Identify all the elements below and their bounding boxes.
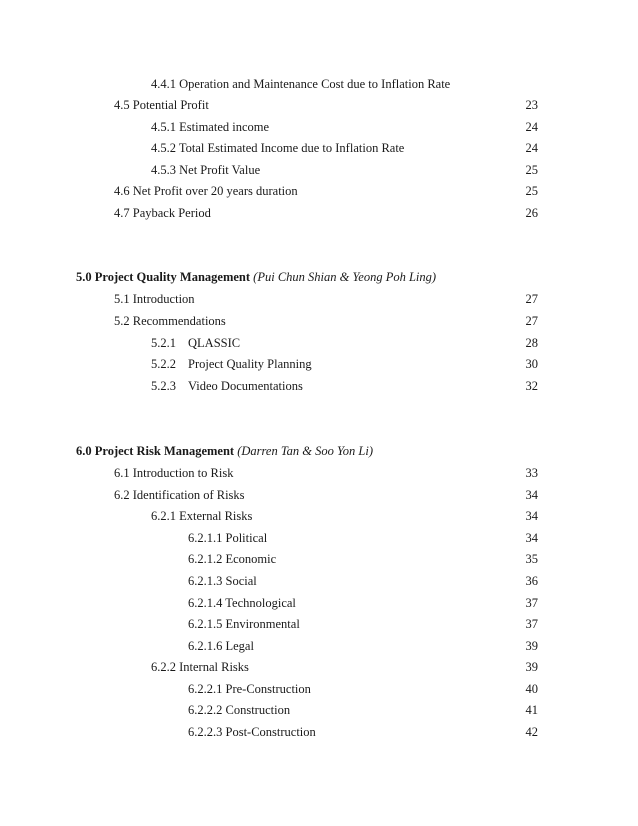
toc-entry-text: 4.5.1 Estimated income [151,120,270,134]
toc-entry-text: 6.2.1.4 Technological [188,596,296,610]
section-heading-6 [0,442,638,460]
toc-entry-text: 6.2.2.1 Pre-Construction [188,682,311,696]
toc-entry-6-2 [0,486,638,504]
toc-page-number: 36 [525,574,538,588]
toc-entry-5-2-2 [0,355,638,373]
toc-entry-text: 4.6 Net Profit over 20 years duration [114,184,298,198]
toc-page-number: 27 [525,314,538,328]
toc-entry-text: 6.2.2 Internal Risks [151,660,249,674]
toc-page-number: 41 [525,703,538,717]
section-title: 5.0 Project Quality Management [76,270,251,284]
toc-entry-6-2-1-3 [0,572,638,590]
toc-entry-6-2-2-2 [0,701,638,719]
toc-page-number: 25 [525,184,538,198]
toc-entry-6-2-2-3 [0,723,638,741]
toc-page-number: 25 [525,163,538,177]
toc-page-number: 39 [525,660,538,674]
toc-page-number: 33 [525,466,538,480]
toc-entry-6-2-2-1 [0,680,638,698]
toc-entry-4-4-1 [0,75,638,93]
toc-entry-6-2-1 [0,507,638,525]
toc-entry-4-6 [0,182,638,200]
toc-page-number: 34 [525,531,538,545]
toc-entry-4-7 [0,204,638,222]
toc-entry-4-5 [0,96,638,114]
section-authors: (Pui Chun Shian & Yeong Poh Ling) [253,270,437,284]
toc-entry-text: 4.5 Potential Profit [114,98,209,112]
section-heading-5 [0,268,638,286]
toc-page-number: 35 [525,552,538,566]
toc-entry-6-2-1-2 [0,550,638,568]
toc-entry-4-5-3 [0,161,638,179]
toc-entry-text: Project Quality Planning [188,357,312,371]
toc-entry-number: 5.2.1 [151,336,176,350]
toc-entry-text: 6.2 Identification of Risks [114,488,245,502]
toc-entry-text: 6.2.1.1 Political [188,531,268,545]
toc-entry-text: 4.7 Payback Period [114,206,211,220]
toc-entry-text: 6.2.1.5 Environmental [188,617,300,631]
toc-entry-text: 5.1 Introduction [114,292,195,306]
toc-entry-5-2-3 [0,377,638,395]
toc-entry-4-5-1 [0,118,638,136]
toc-entry-4-5-2 [0,139,638,157]
toc-page-number: 24 [525,120,538,134]
toc-entry-number: 5.2.3 [151,379,176,393]
toc-page-number: 39 [525,639,538,653]
toc-entry-text: 6.2.2.3 Post-Construction [188,725,316,739]
toc-page-number: 37 [525,617,538,631]
toc-entry-6-2-1-4 [0,594,638,612]
toc-entry-text: 6.2.2.2 Construction [188,703,291,717]
toc-entry-text: 4.5.3 Net Profit Value [151,163,261,177]
toc-entry-5-1 [0,290,638,308]
toc-entry-6-2-2 [0,658,638,676]
toc-entry-5-2 [0,312,638,330]
toc-entry-text: 6.2.1 External Risks [151,509,253,523]
toc-page-number: 42 [525,725,538,739]
toc-page-number: 23 [525,98,538,112]
toc-page-number: 30 [525,357,538,371]
toc-entry-5-2-1 [0,334,638,352]
toc-page-number: 28 [525,336,538,350]
toc-entry-text: 4.5.2 Total Estimated Income due to Inflation Rate [151,141,405,155]
toc-page-number: 40 [525,682,538,696]
toc-page-number: 34 [525,509,538,523]
toc-entry-text: 4.4.1 Operation and Maintenance Cost due to Inflation Rate [151,77,451,91]
toc-entry-text: 6.2.1.6 Legal [188,639,254,653]
toc-entry-text: 6.1 Introduction to Risk [114,466,234,480]
toc-entry-6-1 [0,464,638,482]
toc-entry-number: 5.2.2 [151,357,176,371]
toc-entry-text: QLASSIC [188,336,241,350]
toc-entry-text: 6.2.1.3 Social [188,574,257,588]
toc-entry-6-2-1-5 [0,615,638,633]
toc-entry-text: 5.2 Recommendations [114,314,226,328]
toc-page-number: 37 [525,596,538,610]
toc-page-number: 27 [525,292,538,306]
toc-entry-6-2-1-6 [0,637,638,655]
toc-page-number: 32 [525,379,538,393]
toc-entry-text: 6.2.1.2 Economic [188,552,277,566]
toc-page-number: 34 [525,488,538,502]
section-authors: (Darren Tan & Soo Yon Li) [237,444,374,458]
toc-page-number: 26 [525,206,538,220]
toc-entry-text: Video Documentations [188,379,303,393]
section-title: 6.0 Project Risk Management [76,444,235,458]
toc-page-number: 24 [525,141,538,155]
toc-entry-6-2-1-1 [0,529,638,547]
